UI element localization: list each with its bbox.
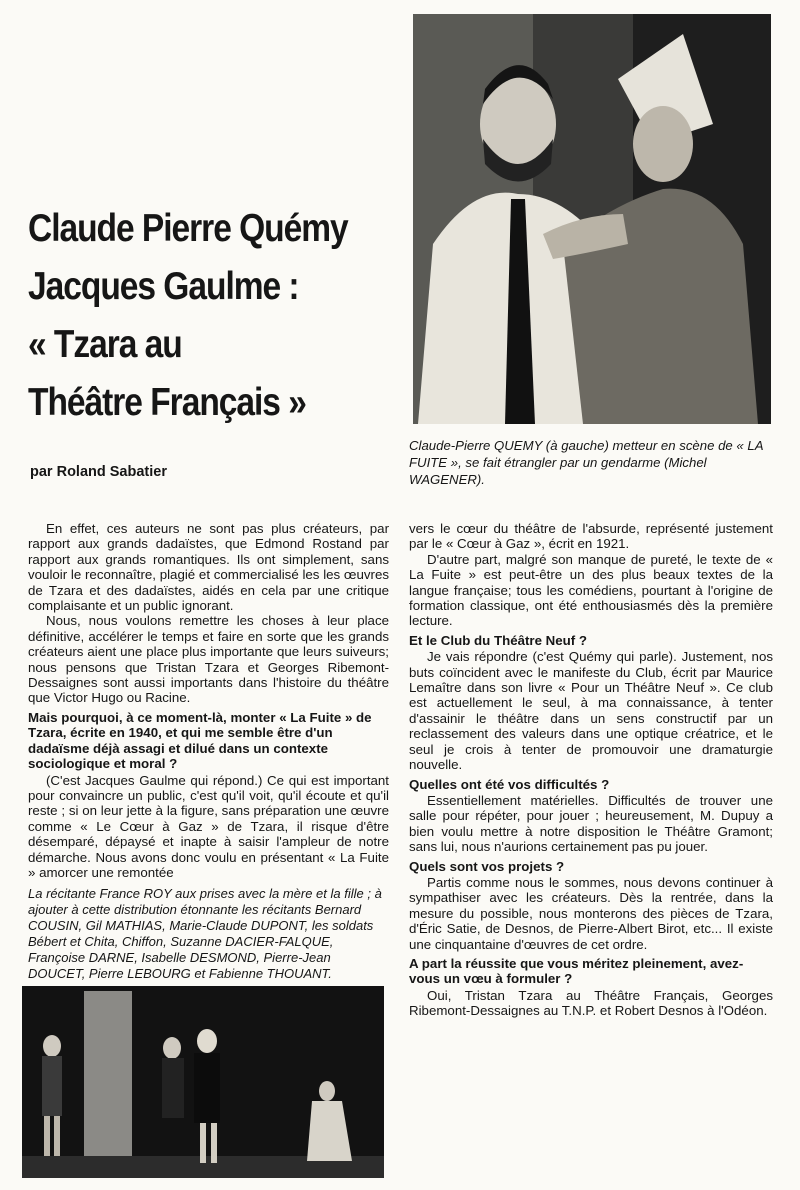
interview-question: Quels sont vos projets ? bbox=[409, 858, 565, 874]
left-column bbox=[28, 521, 389, 880]
paragraph: En effet, ces auteurs ne sont pas plus créateurs, par rapport aux grands dadaïstes, que Edmond Rostand par rapport aux grands romantiques. Ils ont simplement, sans vouloir le reconnaître, plagié et commercialisé les les œuvres de Tzara et des dadaïstes, aidés en cela par une critique complaisante et un public ignorant. bbox=[28, 521, 389, 614]
title-line: Théâtre Français » bbox=[28, 381, 306, 424]
paragraph: Je vais répondre (c'est Quémy qui parle). Justement, nos buts coïncident avec le manifeste du Club, écrit par Maurice Lemaître dans son livre « Pour un Théâtre Neuf ». Ce club est actuellement le seul, à ma connaissance, à tenter d'assainir le théâtre dans un sens constructif par un reclassement des valeurs dans une optique créatrice, et le seul je crois à tenter de promouvoir une dramaturgie nouvelle. bbox=[409, 649, 773, 773]
paragraph: Nous, nous voulons remettre les choses à leur place définitive, accélérer le temps et faire en sorte que les grands créateurs aient une place plus importante que leurs suiveurs; nous pensons que Tristan Tzara et Georges Ribemont-Dessaignes sont aussi importants dans l'histoire du théâtre que Victor Hugo ou Racine. bbox=[28, 613, 389, 706]
photo-top-caption: Claude-Pierre QUEMY (à gauche) metteur en scène de « LA FUITE », se fait étrangler par un gendarme (Michel WAGENER). bbox=[409, 438, 764, 487]
paragraph: Partis comme nous le sommes, nous devons continuer à sympathiser avec les créateurs. Dès la rentrée, dans la mesure du possible, nous monterons des pièces de Tzara, d'Éric Satie, de Desnos, de Pierre-Albert Birot, etc... Il existe une cinquantaine d'œuvres de cet ordre. bbox=[409, 874, 773, 952]
right-column bbox=[409, 521, 773, 1019]
interview-question: Mais pourquoi, à ce moment-là, monter « La Fuite » de Tzara, écrite en 1940, et qui me semble être d'un dadaïsme déjà assagi et dilué dans un contexte sociologique et moral ? bbox=[28, 709, 372, 772]
interview-question: Quelles ont été vos difficultés ? bbox=[409, 776, 610, 792]
paragraph: Oui, Tristan Tzara au Théâtre Français, Georges Ribemont-Dessaignes au T.N.P. et Robert Desnos à l'Odéon. bbox=[409, 987, 773, 1019]
title-line: Jacques Gaulme : bbox=[28, 265, 299, 308]
article-title bbox=[28, 200, 346, 432]
photo-bottom-caption: La récitante France ROY aux prises avec la mère et la fille ; à ajouter à cette distribution étonnante les récitants Bernard COUSIN, Gil MATHIAS, Marie-Claude DUPONT, les soldats Bébert et Chita, Chiffon, Suzanne DACIER-FALQUE, Françoise DARNE, Isabelle DESMOND, Pierre-Jean DOUCET, Pierre LEBOURG et Fabienne THOUANT. bbox=[28, 886, 382, 981]
photo-top-image bbox=[413, 14, 771, 424]
title-line: « Tzara au bbox=[28, 323, 182, 366]
interview-question: Et le Club du Théâtre Neuf ? bbox=[409, 632, 588, 648]
photo-bottom bbox=[22, 986, 384, 1178]
paragraph: D'autre part, malgré son manque de pureté, le texte de « La Fuite » est peut-être un des plus beaux textes de la langue française; tous les comédiens, pourtant à l'origine de formation classique, ont été enthousiasmés dès la première lecture. bbox=[409, 551, 773, 629]
interview-question: A part la réussite que vous méritez pleinement, avez-vous un vœu à formuler ? bbox=[409, 955, 744, 987]
photo-top bbox=[413, 14, 771, 424]
paragraph: vers le cœur du théâtre de l'absurde, représenté justement par le « Cœur à Gaz », écrit en 1921. bbox=[409, 521, 773, 552]
paragraph: (C'est Jacques Gaulme qui répond.) Ce qui est important pour convaincre un public, c'est qu'il voit, qu'il écoute et qu'il reste ; si on leur jette à la figure, sans préparation une œuvre comme « Le Cœur à Gaz » de Tzara, il risque d'être désemparé, dépaysé et inapte à saisir l'ampleur de notre démarche. Nous avons donc voulu en présentant « La Fuite » amorcer une remontée bbox=[28, 772, 389, 880]
photo-bottom-image bbox=[22, 986, 384, 1178]
paragraph: Essentiellement matérielles. Difficultés de trouver une salle pour répéter, pour jouer ; heureusement, M. Dupuy a bien voulu mettre à notre disposition le Théâtre Gramont; sans lui, nous n'aurions certainement pas pu jouer. bbox=[409, 792, 773, 855]
byline: par Roland Sabatier bbox=[30, 464, 167, 480]
title-line: Claude Pierre Quémy bbox=[28, 207, 348, 250]
